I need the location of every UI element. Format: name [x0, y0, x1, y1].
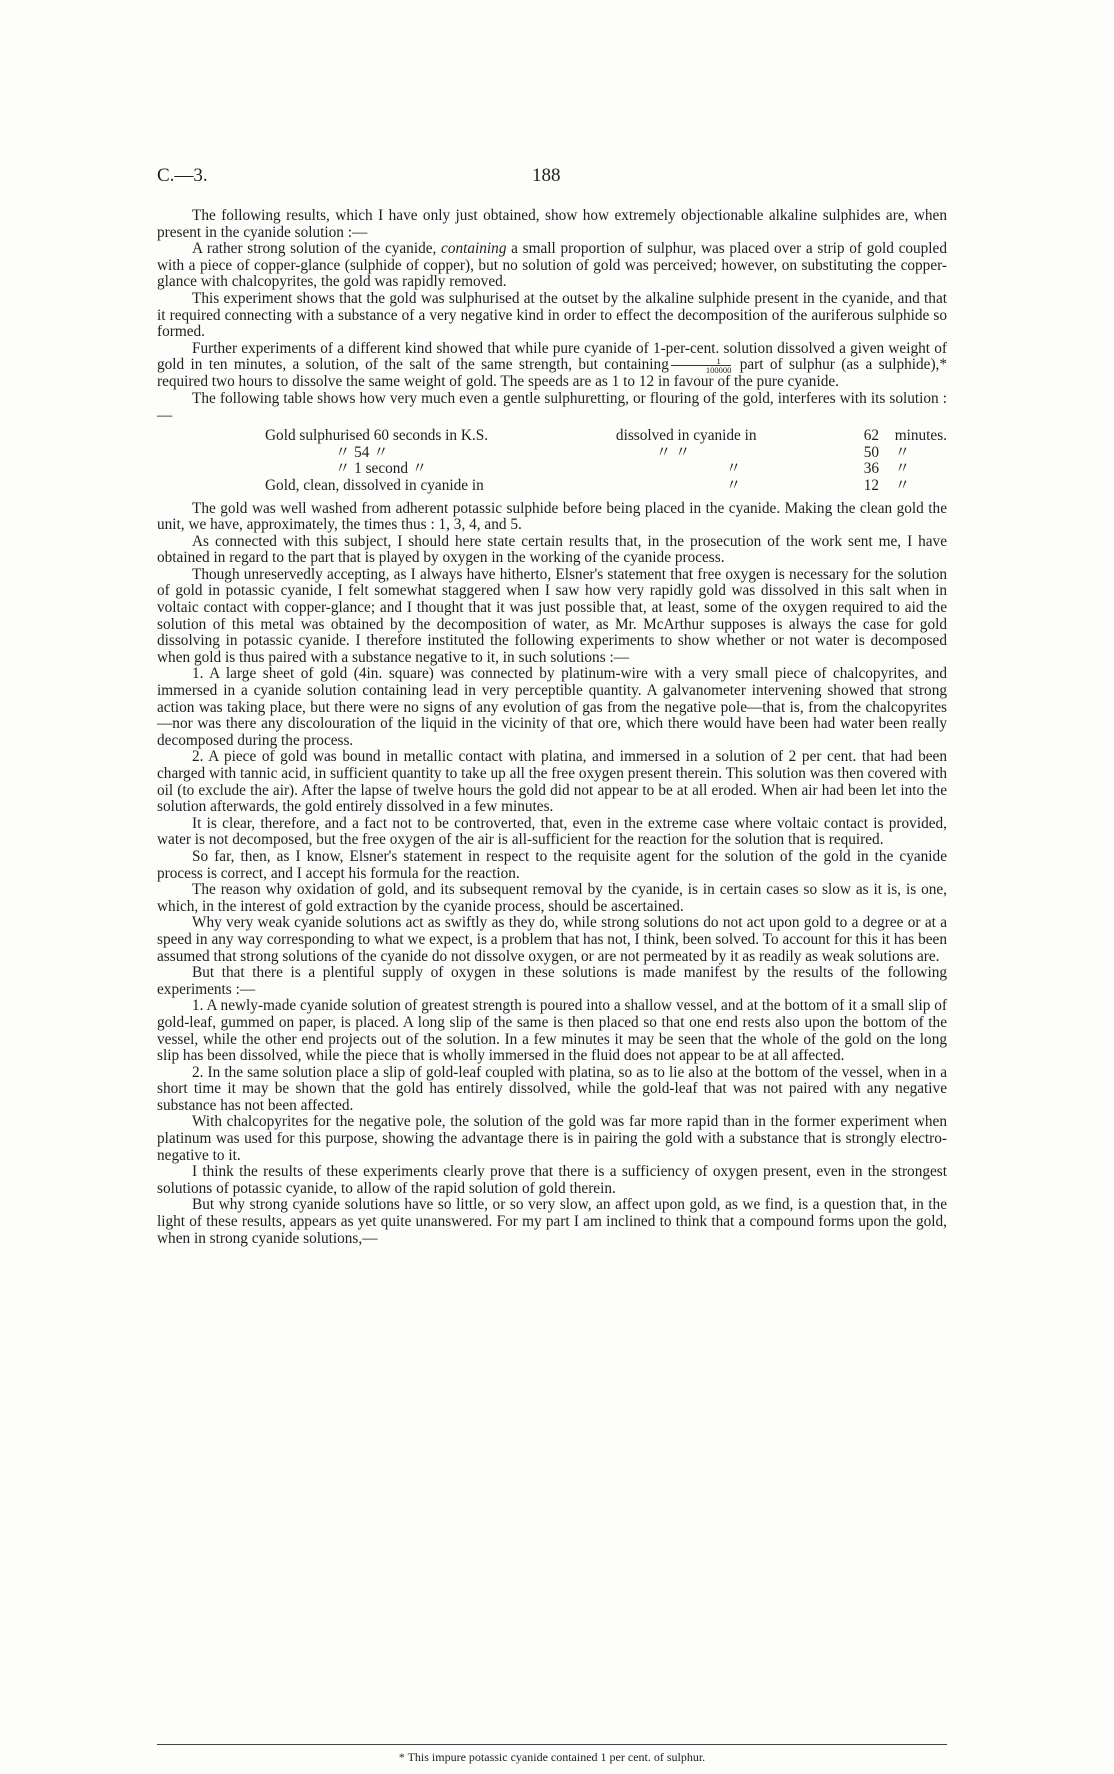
table-cell: 50 — [863, 443, 879, 461]
document-reference: C.—3. — [157, 165, 208, 186]
page-header — [157, 165, 947, 189]
paragraph: Further experiments of a different kind showed that while pure cyanide of 1-per-cent. solution dissolved a given weight of gold in ten minutes, a solution, of the salt of the same strength, but containing $\frac{1}{100000}$ part of sulphur (as a sulphide),* required two hours to dissolve the same weight of gold. The speeds are as 1 to 12 in favour of the pure cyanide. — [157, 339, 948, 391]
table-cell: 〃 — [894, 476, 911, 494]
table-row — [265, 478, 947, 495]
results-table — [265, 428, 947, 494]
paragraph: But why strong cyanide solutions have so little, or so very slow, an affect upon gold, as we find, is a question that, in the light of these results, appears as yet quite unanswered. For my part I am inclined to think that a compound forms upon the gold, when in strong cyanide solutions,— — [157, 1196, 947, 1247]
table-row — [265, 428, 947, 445]
paragraph: 1. A newly-made cyanide solution of greatest strength is poured into a shallow vessel, and at the bottom of it a small slip of gold-leaf, gummed on paper, is placed. A long slip of the same is then placed so that one end rests also upon the bottom of the vessel, while the other end projects out of the solution. In a few minutes it may be seen that the whole of the gold on the long slip has been dissolved, while the piece that is wholly immersed in the fluid does not appear to be at all affected. — [157, 997, 947, 1065]
paragraph: This experiment shows that the gold was sulphurised at the outset by the alkaline sulphide present in the cyanide, and that it required connecting with a substance of a very negative kind in order to effect the decomposition of the auriferous sulphide so formed. — [157, 289, 947, 341]
table-cell: dissolved in cyanide in — [615, 427, 757, 445]
table-cell: 〃 54 〃 — [335, 443, 389, 461]
table-row — [265, 461, 947, 478]
paragraph: The following results, which I have only just obtained, show how extremely objectionable alkaline sulphides are, when present in the cyanide solution :— — [157, 207, 947, 241]
table-cell: 〃 1 second 〃 — [335, 460, 428, 478]
paragraph: But that there is a plentiful supply of oxygen in these solutions is made manifest by the results of the following experiments :— — [157, 964, 947, 998]
paragraph: Though unreservedly accepting, as I always have hitherto, Elsner's statement that free oxygen is necessary for the solution of gold in potassic cyanide, I felt somewhat staggered when I saw how very rapidly gold was dissolved in this salt when in voltaic contact with copper-glance; and I thought that it was just possible that, at least, some of the oxygen required to aid the solution of this metal was obtained by the decomposition of water, as Mr. McArthur supposes is always the case for gold dissolving in potassic cyanide. I therefore instituted the following experiments to show whether or not water is decomposed when gold is thus paired with a substance negative to it, in such solutions :— — [157, 565, 947, 666]
page-number: 188 — [532, 165, 561, 186]
paragraph: A rather strong solution of the cyanide, containing a small proportion of sulphur, was placed over a strip of gold coupled with a piece of copper-glance (sulphide of copper), but no solution of gold was perceived; however, on substituting the copper-glance with chalcopyrites, the gold was rapidly removed. — [157, 240, 947, 291]
paragraph: Why very weak cyanide solutions act as swiftly as they do, while strong solutions do not act upon gold to a degree or at a speed in any way corresponding to what we expect, is a problem that has not, I think, been solved. To account for this it has been assumed that strong solutions of the cyanide do not dissolve oxygen, or are not permeated by it as readily as weak solutions are. — [157, 914, 947, 965]
paragraph: 2. In the same solution place a slip of gold-leaf coupled with platina, so as to lie also at the bottom of the vessel, when in a short time it may be shown that the gold has entirely dissolved, while the gold-leaf that was not paired with any negative substance has not been affected. — [157, 1063, 947, 1114]
table-cell: 12 — [863, 476, 879, 494]
paragraph: It is clear, therefore, and a fact not to be controverted, that, even in the extreme case where voltaic contact is provided, water is not decomposed, but the free oxygen of the air is all-sufficient for the reaction for the solution that is required. — [157, 814, 947, 849]
table-cell: 〃 — [894, 443, 911, 461]
paragraph: 2. A piece of gold was bound in metallic contact with platina, and immersed in a solution of 2 per cent. that had been charged with tannic acid, in sufficient quantity to take up all the free oxygen present therein. This solution was then covered with oil (to exclude the air). After the lapse of twelve hours the gold did not appear to be at all eroded. When air had been let into the solution afterwards, the gold entirely dissolved in a few minutes. — [157, 748, 947, 816]
paragraph: So far, then, as I know, Elsner's statement in respect to the requisite agent for the solution of the gold in the cyanide process is correct, and I accept his formula for the reaction. — [157, 847, 947, 882]
fraction: $\frac{1}{100000}$ — [671, 357, 732, 374]
table-cell: minutes. — [894, 427, 947, 445]
paragraph: As connected with this subject, I should here state certain results that, in the prosecution of the work sent me, I have obtained in regard to the part that is played by oxygen in the working of the cyanide process. — [157, 532, 947, 567]
paragraph: 1. A large sheet of gold (4in. square) was connected by platinum-wire with a very small piece of chalcopyrites, and immersed in a cyanide solution containing lead in very perceptible quantity. A galvanometer intervening showed that strong action was taking place, but there were no signs of any evolution of gas from the negative pole—that is, from the chalcopyrites—nor was there any discolouration of the liquid in the vicinity of that ore, which there would have been had water been really decomposed during the process. — [157, 665, 947, 749]
table-cell: 〃 — [894, 460, 911, 478]
footnote: * This impure potassic cyanide contained 1 per cent. of sulphur. — [398, 1750, 706, 1764]
italic-text: containing — [441, 240, 507, 258]
table-cell: Gold sulphurised 60 seconds in K.S. — [265, 427, 489, 445]
paragraph: With chalcopyrites for the negative pole, the solution of the gold was far more rapid than in the former experiment when platinum was used for this purpose, showing the advantage there is in pairing the gold with a substance that is strongly electro-negative to it. — [157, 1113, 947, 1164]
table-cell: 〃 — [725, 476, 742, 494]
paragraph: The reason why oxidation of gold, and its subsequent removal by the cyanide, is in certain cases so slow as it is, is one, which, in the interest of gold extraction by the cyanide process, should be ascertained. — [157, 881, 947, 915]
table-cell: 62 — [863, 427, 879, 445]
body-text — [157, 208, 947, 1247]
table-cell: 36 — [863, 460, 879, 478]
footnote-divider — [157, 1744, 947, 1745]
table-cell: 〃 〃 — [655, 443, 691, 461]
table-cell: Gold, clean, dissolved in cyanide in — [265, 476, 484, 494]
table-cell: 〃 — [725, 460, 742, 478]
paragraph: The following table shows how very much even a gentle sulphuretting, or flouring of the gold, interferes with its solution :— — [157, 389, 947, 424]
paragraph: I think the results of these experiments clearly prove that there is a sufficiency of oxygen present, even in the strongest solutions of potassic cyanide, to allow of the rapid solution of gold therein. — [157, 1163, 947, 1197]
table-row — [265, 445, 947, 462]
paragraph: The gold was well washed from adherent potassic sulphide before being placed in the cyanide. Making the clean gold the unit, we have, approximately, the times thus : 1, 3, 4, and 5. — [157, 499, 947, 534]
